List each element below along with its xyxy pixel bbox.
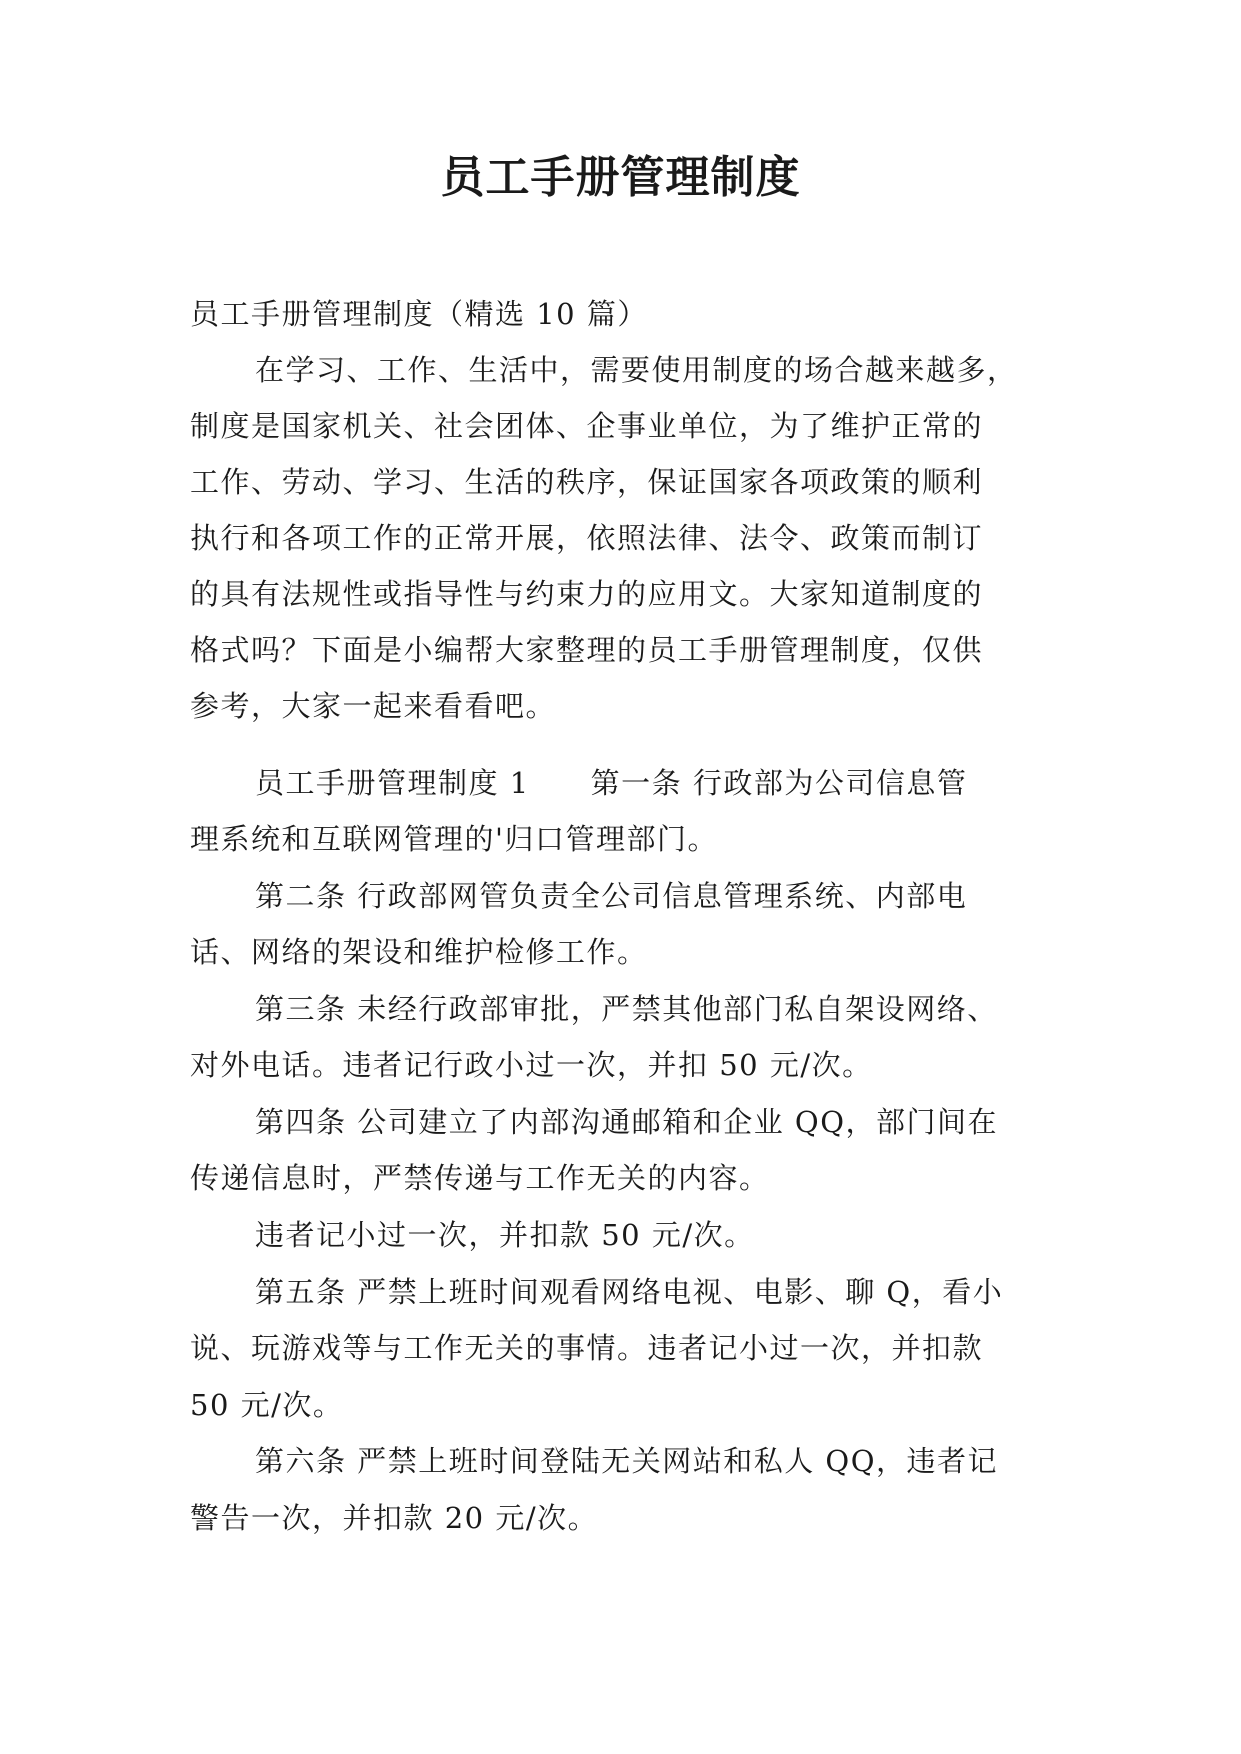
paragraph-line: 第四条 公司建立了内部沟通邮箱和企业 QQ，部门间在 <box>255 1105 998 1139</box>
paragraph-line: 第五条 严禁上班时间观看网络电视、电影、聊 Q，看小 <box>255 1275 1004 1309</box>
paragraph-line: 传递信息时，严禁传递与工作无关的内容。 <box>190 1161 770 1195</box>
paragraph-line: 员工手册管理制度 1 第一条 行政部为公司信息管 <box>255 766 968 800</box>
paragraph-line: 50 元/次。 <box>190 1388 344 1422</box>
paragraph-line: 对外电话。违者记行政小过一次，并扣 50 元/次。 <box>190 1048 873 1082</box>
paragraph-line: 第三条 未经行政部审批，严禁其他部门私自架设网络、 <box>255 992 998 1026</box>
paragraph-line: 说、玩游戏等与工作无关的事情。违者记小过一次，并扣款 <box>190 1331 984 1365</box>
paragraph-line: 话、网络的架设和维护检修工作。 <box>190 935 648 969</box>
document-subtitle: 员工手册管理制度（精选 10 篇） <box>190 297 648 331</box>
paragraph-line: 第六条 严禁上班时间登陆无关网站和私人 QQ，违者记 <box>255 1444 998 1478</box>
paragraph-line: 警告一次，并扣款 20 元/次。 <box>190 1501 599 1535</box>
paragraph-line: 工作、劳动、学习、生活的秩序，保证国家各项政策的顺利 <box>190 465 984 499</box>
document-title: 员工手册管理制度 <box>440 152 801 203</box>
paragraph-line: 第二条 行政部网管负责全公司信息管理系统、内部电 <box>255 879 968 913</box>
paragraph-line: 格式吗？下面是小编帮大家整理的员工手册管理制度，仅供 <box>190 633 984 667</box>
paragraph-line: 参考，大家一起来看看吧。 <box>190 689 557 723</box>
paragraph-line: 在学习、工作、生活中，需要使用制度的场合越来越多， <box>255 353 1018 387</box>
paragraph-line: 理系统和互联网管理的'归口管理部门。 <box>190 822 718 856</box>
paragraph-line: 制度是国家机关、社会团体、企事业单位，为了维护正常的 <box>190 409 984 443</box>
paragraph-line: 违者记小过一次，并扣款 50 元/次。 <box>255 1218 755 1252</box>
paragraph-line: 的具有法规性或指导性与约束力的应用文。大家知道制度的 <box>190 577 984 611</box>
paragraph-line: 执行和各项工作的正常开展，依照法律、法令、政策而制订 <box>190 521 984 555</box>
